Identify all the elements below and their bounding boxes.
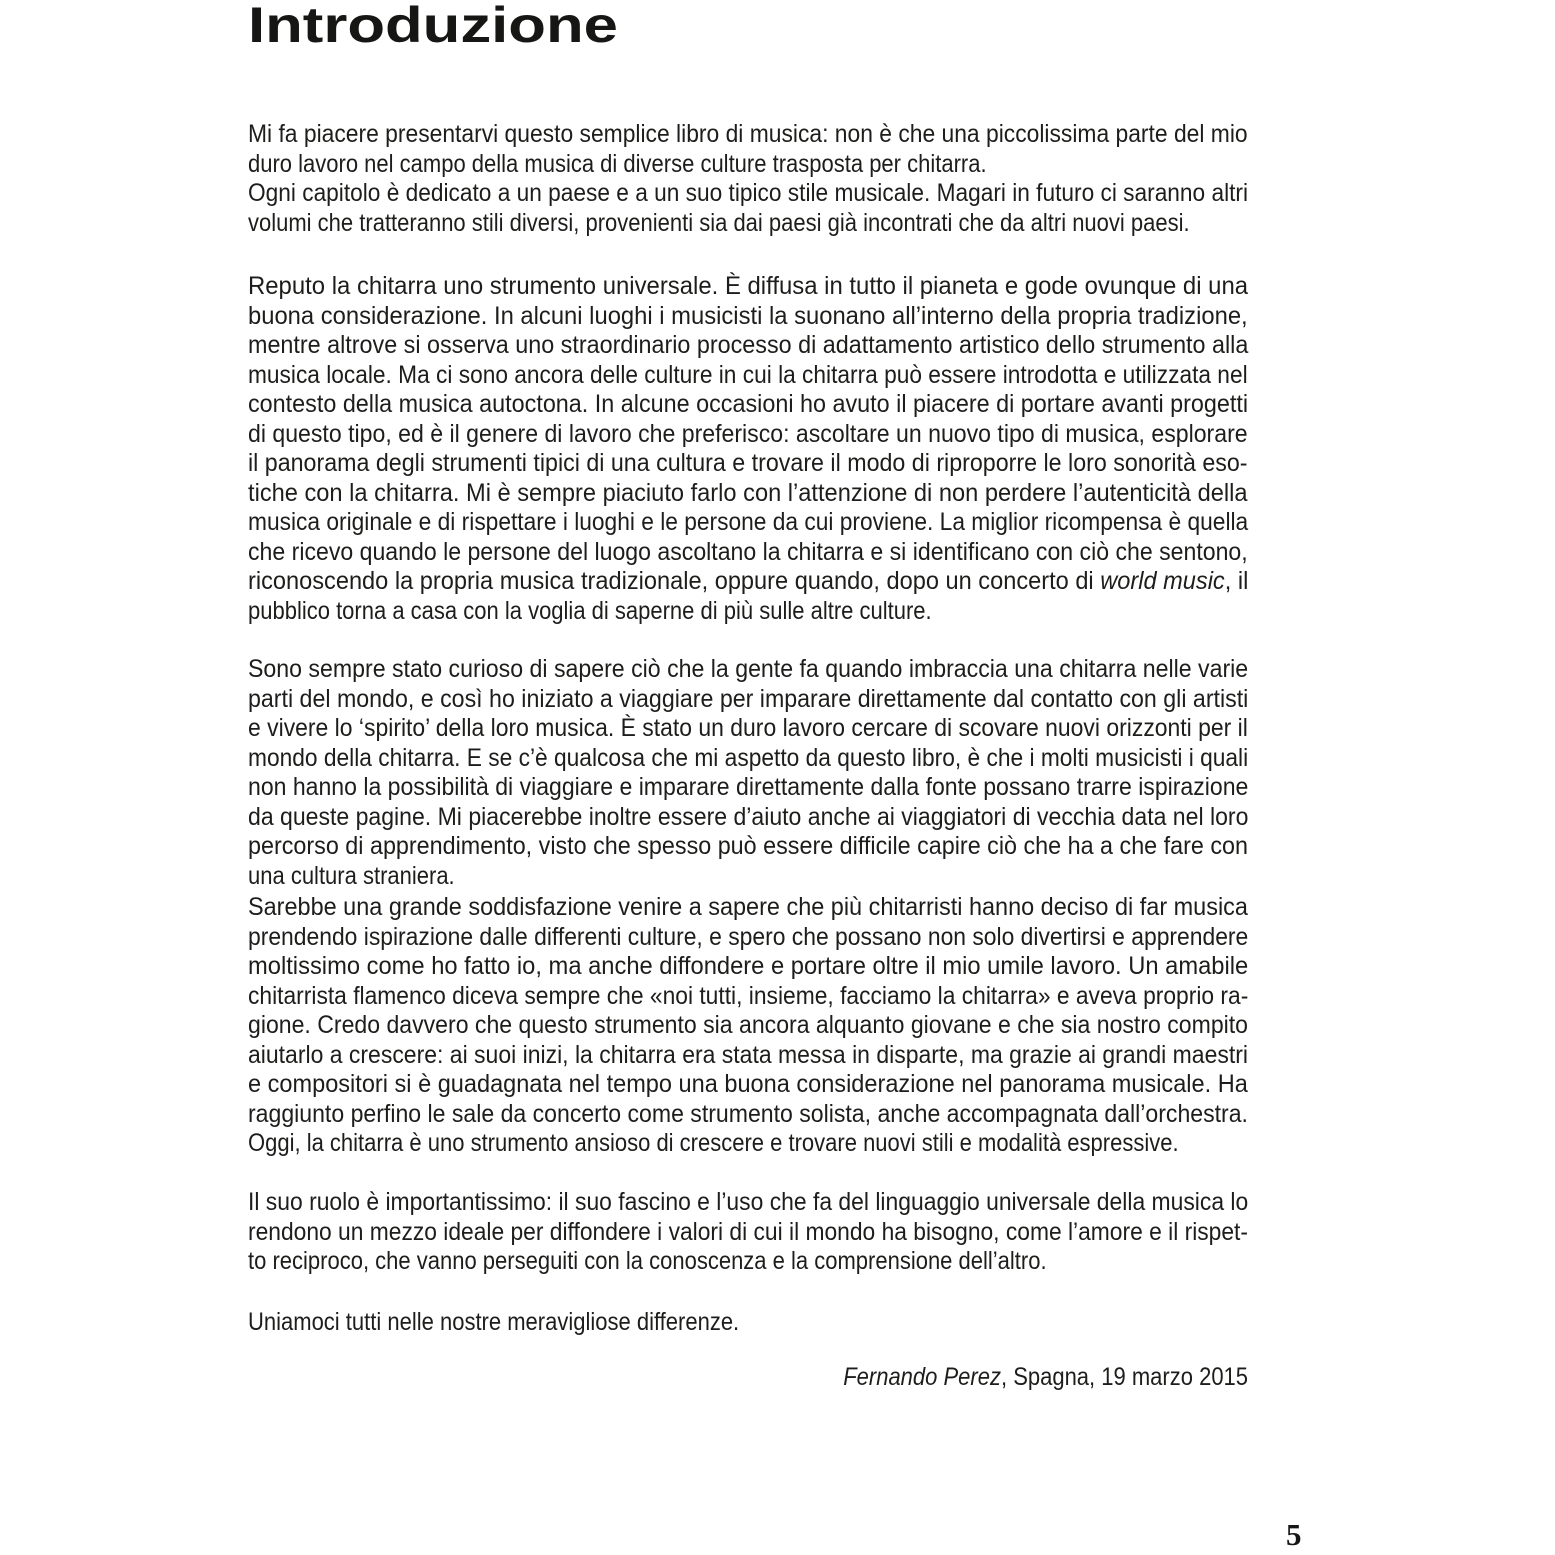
page-title: Introduzione (248, 0, 618, 53)
text-line: moltissimo come ho fatto io, ma anche diffondere e portare oltre il mio umile lavoro. Un amabile (248, 952, 1249, 980)
text-line: chitarrista flamenco diceva sempre che «noi tutti, insieme, facciamo la chitarra» e aveva proprio ra- (248, 981, 1249, 1010)
text-line: non hanno la possibilità di viaggiare e imparare direttamente dalla fonte possano trarre ispirazione (248, 773, 1249, 801)
text-line: percorso di apprendimento, visto che spesso può essere difficile capire ciò che ha a che fare con (248, 832, 1248, 860)
text-line: rendono un mezzo ideale per diffondere i valori di cui il mondo ha bisogno, come l’amore e il rispet- (248, 1217, 1248, 1246)
text-line: aiutarlo a crescere: ai suoi inizi, la chitarra era stata messa in disparte, ma grazie ai grandi maestri (248, 1040, 1248, 1069)
text-line: da queste pagine. Mi piacerebbe inoltre essere d’aiuto anche ai viaggiatori di vecchia data nel loro (248, 802, 1249, 831)
text-line: volumi che tratteranno stili diversi, provenienti sia dai paesi già incontrati che da altri nuovi paesi. (248, 208, 1190, 237)
text-line: di questo tipo, ed è il genere di lavoro che preferisco: ascoltare un nuovo tipo di musica, esplorare (248, 419, 1248, 448)
text-segment: riconoscendo la propria musica tradizionale, oppure quando, dopo un concerto di (248, 567, 1101, 595)
text-line: Oggi, la chitarra è uno strumento ansioso di crescere e trovare nuovi stili e modalità espressive. (248, 1129, 1179, 1157)
text-line: mentre altrove si osserva uno straordinario processo di adattamento artistico dello strumento alla (248, 331, 1249, 359)
paragraph-7 (248, 1308, 1258, 1338)
text-line: Il suo ruolo è importantissimo: il suo fascino e l’uso che fa del linguaggio universale della musica lo (248, 1188, 1249, 1216)
text-line: pubblico torna a casa con la voglia di saperne di più sulle altre culture. (248, 596, 932, 625)
text-line: il panorama degli strumenti tipici di una cultura e trovare il modo di riproporre le loro sonorità eso- (248, 449, 1248, 477)
signature-author-italic: Fernando Perez (843, 1363, 1001, 1391)
text-line: raggiunto perfino le sale da concerto come strumento solista, anche accompagnata dall’orchestra. (248, 1099, 1248, 1128)
text-line: parti del mondo, e così ho iniziato a viaggiare per imparare direttamente dal contatto con gli artisti (248, 684, 1249, 713)
text-line: prendendo ispirazione dalle differenti culture, e spero che possano non solo divertirsi e apprendere (248, 922, 1249, 951)
text-segment: , il (1224, 567, 1249, 595)
paragraph-6 (248, 1188, 1258, 1277)
text-line: Sono sempre stato curioso di sapere ciò che la gente fa quando imbraccia una chitarra nelle varie (248, 655, 1249, 683)
signature-rest: , Spagna, 19 marzo 2015 (1000, 1363, 1248, 1391)
text-line: Sarebbe una grande soddisfazione venire a sapere che più chitarristi hanno deciso di far musica (248, 893, 1248, 921)
page-number: 5 (1286, 1517, 1302, 1552)
text-line: Reputo la chitarra uno strumento universale. È diffusa in tutto il pianeta e gode ovunque di una (248, 272, 1249, 300)
signature-line (248, 1363, 1248, 1393)
paragraph-1 (248, 120, 1258, 179)
text-line: tiche con la chitarra. Mi è sempre piaciuto farlo con l’attenzione di non perdere l’autenticità della (248, 478, 1248, 507)
text-line: musica originale e di rispettare i luoghi e le persone da cui proviene. La miglior ricompensa è quella (248, 508, 1249, 536)
signature-text (843, 1363, 1248, 1393)
text-line: Mi fa piacere presentarvi questo semplice libro di musica: non è che una piccolissima parte del mio (248, 120, 1248, 148)
text-line: to reciproco, che vanno perseguiti con la conoscenza e la comprensione dell’altro. (248, 1247, 1047, 1275)
text-line: buona considerazione. In alcuni luoghi i musicisti la suonano all’interno della propria tradizione, (248, 301, 1248, 330)
text-line (248, 567, 1248, 597)
text-line: Uniamoci tutti nelle nostre meravigliose differenze. (248, 1308, 740, 1336)
paragraph-3 (248, 272, 1258, 626)
paragraph-4 (248, 655, 1258, 891)
text-line: che ricevo quando le persone del luogo ascoltano la chitarra e si identificano con ciò che sentono, (248, 537, 1248, 566)
text-line: gione. Credo davvero che questo strumento sia ancora alquanto giovane e che sia nostro compito (248, 1011, 1248, 1039)
text-line: una cultura straniera. (248, 861, 455, 890)
paragraph-2 (248, 179, 1258, 238)
text-line: duro lavoro nel campo della musica di diverse culture trasposta per chitarra. (248, 149, 987, 178)
text-line: e vivere lo ‘spirito’ della loro musica. È stato un duro lavoro cercare di scovare nuovi orizzonti per il (248, 714, 1248, 742)
text-line: musica locale. Ma ci sono ancora delle culture in cui la chitarra può essere introdotta e utilizzata nel (248, 360, 1248, 389)
paragraph-5 (248, 893, 1258, 1159)
text-line: e compositori si è guadagnata nel tempo una buona considerazione nel panorama musicale. Ha (248, 1070, 1248, 1098)
italic-text: world music (1100, 567, 1225, 595)
text-line: contesto della musica autoctona. In alcune occasioni ho avuto il piacere di portare avanti progetti (248, 390, 1249, 418)
text-line: mondo della chitarra. E se c’è qualcosa che mi aspetto da questo libro, è che i molti musicisti i quali (248, 743, 1249, 772)
text-line: Ogni capitolo è dedicato a un paese e a un suo tipico stile musicale. Magari in futuro ci saranno altri (248, 179, 1249, 207)
